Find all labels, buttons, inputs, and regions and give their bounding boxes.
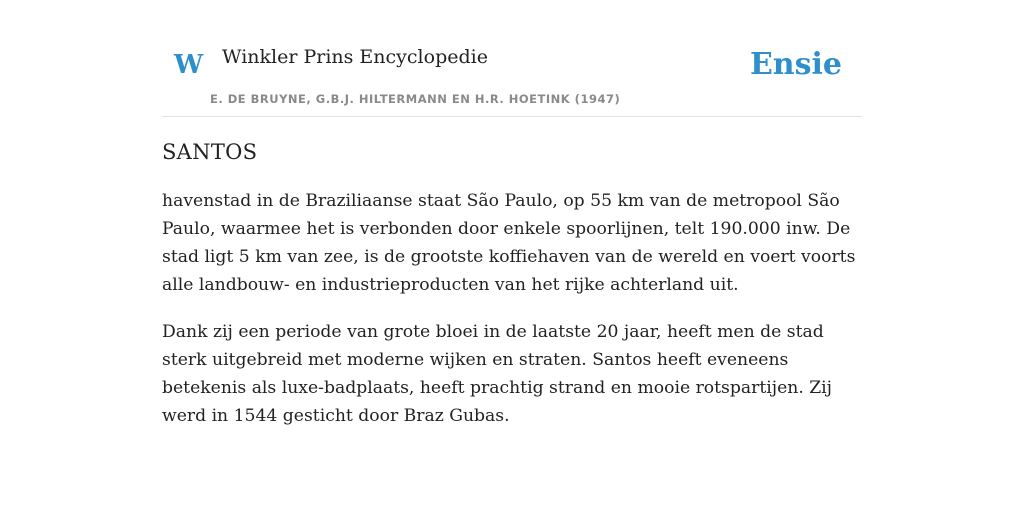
article-paragraph-1: havenstad in de Braziliaanse staat São Paulo, op 55 km van de metropool São Paulo, waarmee het is verbonden door enkele spoorlijnen, telt 190.000 inw. De stad ligt 5 km van zee, is de grootste koffiehaven van de wereld en voert voorts alle landbouw- en industrieproducten van het rijke achterland uit. xyxy=(162,191,856,296)
ensie-brand-link[interactable]: Ensie xyxy=(749,47,842,82)
publication-header xyxy=(162,38,862,117)
article xyxy=(162,140,862,449)
publication-logo[interactable]: W xyxy=(174,50,204,80)
article-headword: SANTOS xyxy=(162,140,258,164)
article-paragraph-2: Dank zij een periode van grote bloei in de laatste 20 jaar, heeft men de stad sterk uitgebreid met moderne wijken en straten. Santos heeft eveneens betekenis als luxe-badplaats, heeft prachtig strand en mooie rotspartijen. Zij werd in 1544 gesticht door Braz Gubas. xyxy=(162,322,833,427)
publication-authors: E. DE BRUYNE, G.B.J. HILTERMANN EN H.R. HOETINK (1947) xyxy=(210,92,621,106)
publication-title[interactable]: Winkler Prins Encyclopedie xyxy=(222,46,488,68)
